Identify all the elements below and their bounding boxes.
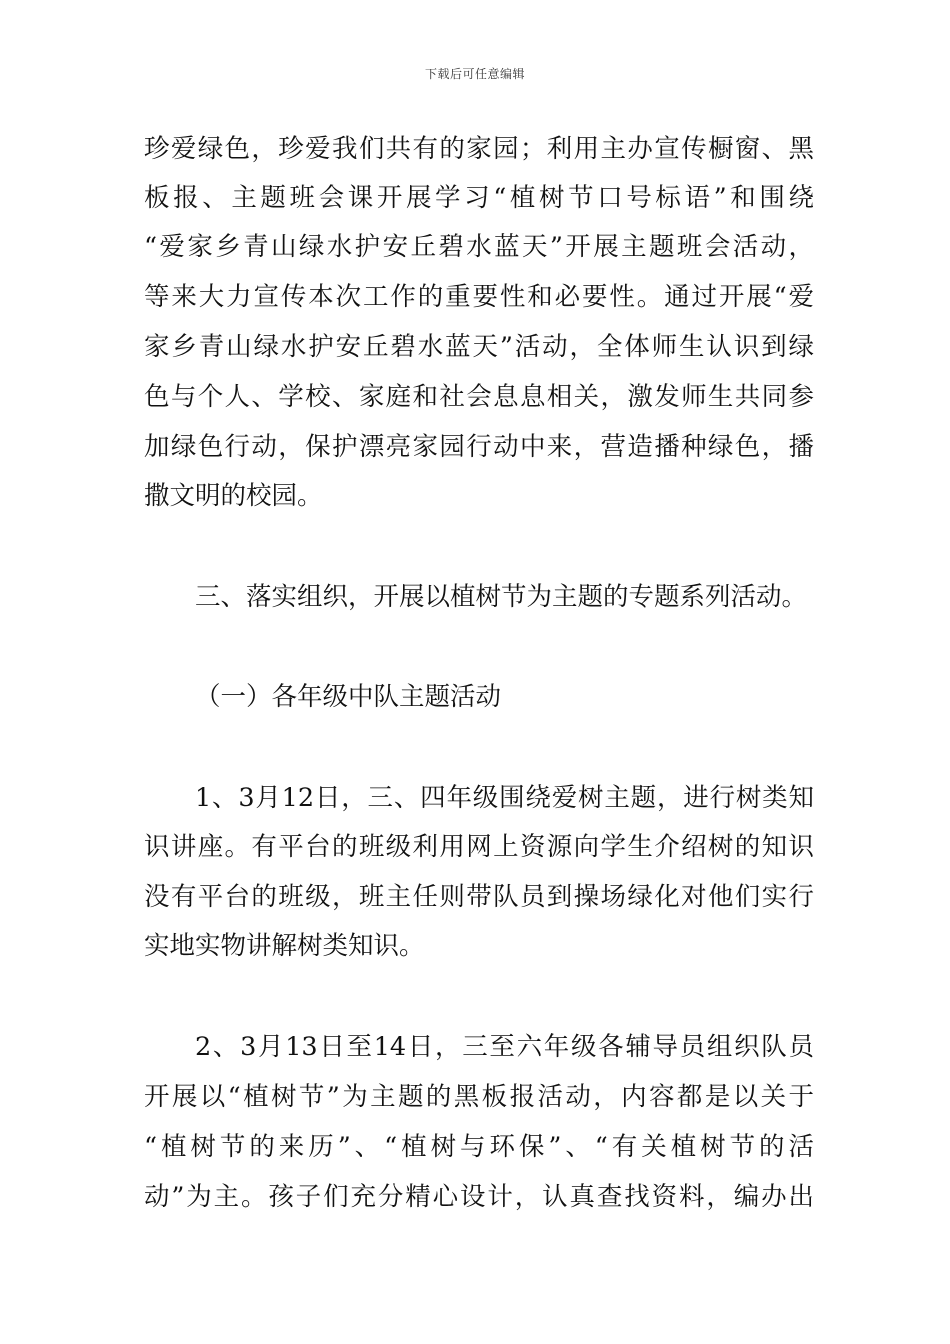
paragraph-line: 家乡青山绿水护安丘碧水蓝天”活动，全体师生认识到绿 xyxy=(144,332,814,362)
paragraph-line: 等来大力宣传本次工作的重要性和必要性。通过开展“爱 xyxy=(144,282,814,312)
sub-heading: （一）各年级中队主题活动 xyxy=(195,682,502,712)
paragraph-line: 板报、主题班会课开展学习“植树节口号标语”和围绕 xyxy=(144,183,814,213)
item-1-line: 识讲座。有平台的班级利用网上资源向学生介绍树的知识 xyxy=(144,832,814,862)
item-2-line: 动”为主。孩子们充分精心设计，认真查找资料，编办出 xyxy=(144,1182,814,1212)
item-2-line: 2、3月13日至14日，三至六年级各辅导员组织队员 xyxy=(195,1032,814,1062)
header-note: 下载后可任意编辑 xyxy=(424,67,525,81)
paragraph-line: 色与个人、学校、家庭和社会息息相关，激发师生共同参 xyxy=(144,382,814,412)
item-1-line: 没有平台的班级，班主任则带队员到操场绿化对他们实行 xyxy=(144,882,814,912)
paragraph-line: 加绿色行动，保护漂亮家园行动中来，营造播种绿色，播 xyxy=(144,432,814,462)
item-2-line: “植树节的来历”、“植树与环保”、“有关植树节的活 xyxy=(144,1132,814,1162)
item-1-line: 1、3月12日，三、四年级围绕爱树主题，进行树类知 xyxy=(195,783,814,813)
item-1-line: 实地实物讲解树类知识。 xyxy=(144,931,425,961)
paragraph-line: “爱家乡青山绿水护安丘碧水蓝天”开展主题班会活动， xyxy=(144,232,814,262)
section-heading: 三、落实组织，开展以植树节为主题的专题系列活动。 xyxy=(195,582,808,612)
paragraph-line: 撒文明的校园。 xyxy=(144,481,323,511)
paragraph-line: 珍爱绿色，珍爱我们共有的家园；利用主办宣传橱窗、黑 xyxy=(144,134,814,164)
item-2-line: 开展以“植树节”为主题的黑板报活动，内容都是以关于 xyxy=(144,1082,814,1112)
